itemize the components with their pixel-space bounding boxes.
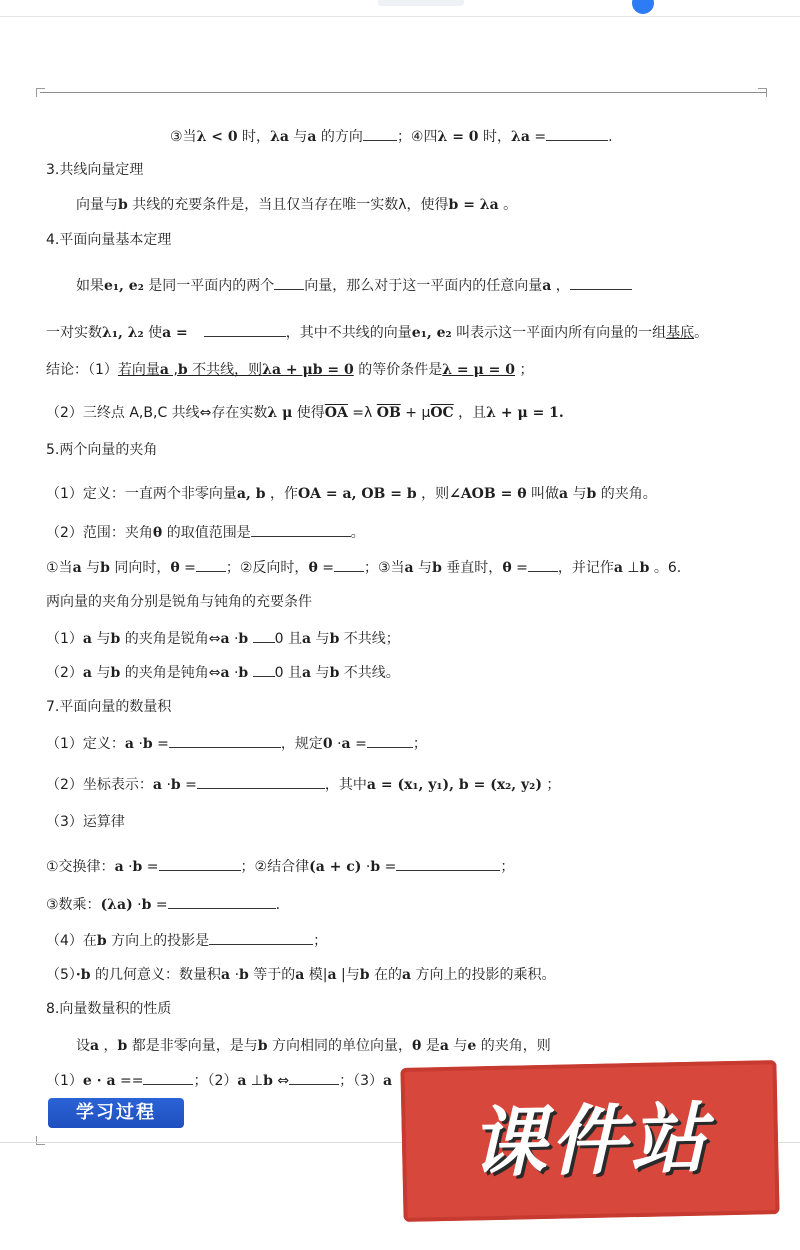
text-line [46, 894, 280, 915]
text: == [115, 1073, 144, 1089]
math: b [432, 560, 442, 576]
watermark-stamp [400, 1060, 779, 1222]
answer-blank[interactable] [204, 322, 286, 337]
math: b [639, 560, 650, 576]
math: a [404, 560, 414, 576]
text: = [511, 560, 528, 576]
text: 在的 [369, 967, 403, 983]
math: a [220, 665, 230, 681]
text: 4.平面向量基本定理 [46, 232, 172, 248]
text: = [529, 129, 547, 145]
text: 不共线； [339, 631, 400, 647]
text: 的几何意义：数量积 [90, 967, 222, 983]
text: , [169, 362, 178, 378]
math: θ [170, 560, 180, 576]
text: （5） [46, 967, 76, 983]
text: ，规定 [280, 736, 323, 752]
vector: $\overline{OA}$ [324, 405, 348, 421]
section-heading [46, 697, 171, 717]
math: λ + μ = 1. [486, 405, 564, 421]
text: （1） [46, 1073, 83, 1089]
math: a = [162, 325, 188, 341]
text: 8.向量数量积的性质 [46, 1001, 172, 1017]
math: a [72, 560, 82, 576]
math: b [238, 631, 249, 647]
section-heading [46, 230, 171, 250]
text-line [170, 126, 613, 147]
text-line [46, 522, 365, 543]
text-line [46, 360, 533, 380]
text: ①交换律： [46, 859, 115, 875]
answer-blank[interactable] [197, 774, 325, 789]
answer-blank[interactable] [570, 275, 632, 290]
math: a [82, 665, 92, 681]
text: （2）三终点 A,B,C 共线⇔存在实数 [46, 405, 268, 421]
answer-blank[interactable] [196, 557, 226, 572]
text: 垂直时， [441, 560, 503, 576]
text: ③数乘： [46, 897, 101, 913]
text: = [380, 859, 397, 875]
text: = [151, 897, 168, 913]
math: b [257, 1038, 268, 1054]
text: 是同一平面内的两个 [143, 278, 275, 294]
math: e [467, 1038, 477, 1054]
text: 与 [568, 486, 587, 502]
text: · [162, 777, 171, 793]
text: 的夹角是锐角⇔ [120, 631, 221, 647]
text: （3）运算律 [46, 814, 125, 830]
math: a [221, 967, 231, 983]
answer-blank[interactable] [253, 628, 275, 643]
text: 不共线。 [339, 665, 400, 681]
text: 与 [92, 631, 111, 647]
text: （2） [46, 665, 83, 681]
text: ；（2） [193, 1073, 238, 1089]
math: a [613, 560, 623, 576]
text: 如果 [76, 278, 104, 294]
text: 与 [288, 129, 308, 145]
text: ，其中 [324, 777, 367, 793]
math: b [110, 665, 121, 681]
text-line [46, 557, 681, 578]
math: a, b [236, 486, 266, 502]
text: ； [500, 859, 515, 875]
text: · [229, 631, 239, 647]
math: θ [502, 560, 512, 576]
math: b [118, 197, 128, 213]
text-line [46, 930, 327, 951]
text: 的等价条件是 [353, 362, 443, 378]
section-badge: 学习过程 [48, 1098, 184, 1128]
math: e · a [82, 1073, 116, 1089]
text: = [179, 560, 196, 576]
text-line [46, 965, 556, 985]
text: 0 且 [274, 631, 303, 647]
math: b = λa [448, 197, 499, 213]
section-heading [46, 440, 157, 460]
math: b [142, 736, 153, 752]
vector: $\overline{OB}$ [376, 405, 401, 421]
math: λ = μ = 0 [442, 362, 515, 378]
text: 与 [311, 665, 330, 681]
math: b [177, 362, 188, 378]
math: b [370, 859, 381, 875]
text: 不共线，则 [187, 362, 263, 378]
math: a [90, 1038, 100, 1054]
text: · [134, 736, 143, 752]
text: 设 [76, 1038, 90, 1054]
text-line [46, 856, 514, 877]
text: . [275, 897, 281, 913]
math: λ = 0 [437, 129, 479, 145]
text: 7.平面向量的数量积 [46, 699, 172, 715]
math: b [110, 631, 121, 647]
math: θ [152, 525, 163, 541]
math: e₁, e₂ [411, 325, 452, 341]
text: 结论：（1） [46, 362, 118, 378]
text: 共线的充要条件是，当且仅当存在唯一实数λ，使得 [127, 197, 449, 213]
answer-blank[interactable] [274, 275, 304, 290]
text: 0 且 [274, 665, 303, 681]
answer-blank[interactable] [251, 522, 351, 537]
text: 3.共线向量定理 [46, 162, 144, 178]
app-top-bar [0, 0, 800, 17]
math: ·b [75, 967, 91, 983]
text: 使得 [292, 405, 325, 421]
text: 方向上的投影的乘积。 [411, 967, 556, 983]
text: 与 [448, 1038, 468, 1054]
text: （2）坐标表示： [46, 777, 153, 793]
page-corner-mark [36, 1136, 45, 1145]
text: ⊥ [622, 560, 640, 576]
text: · [361, 859, 371, 875]
math: a [220, 631, 230, 647]
math: a [124, 736, 134, 752]
math: λa [511, 129, 530, 145]
text: ；②反向时， [225, 560, 309, 576]
math: λa [270, 129, 289, 145]
answer-blank[interactable] [143, 1070, 193, 1085]
text: 时， [478, 129, 511, 145]
text: 叫做 [526, 486, 559, 502]
text: ； [412, 736, 427, 752]
math: a [327, 967, 337, 983]
text: 叫表示这一平面内所有向量的一组 [451, 325, 667, 341]
text: 的夹角是钝角⇔ [120, 665, 221, 681]
math: ∠AOB = θ [449, 486, 527, 502]
math: θ [412, 1038, 422, 1054]
math: a [307, 129, 317, 145]
math: a [439, 1038, 449, 1054]
math: b [359, 967, 370, 983]
math: a [295, 967, 305, 983]
math: (λa) [100, 897, 133, 913]
math: θ [308, 560, 318, 576]
text: 5.两个向量的夹角 [46, 442, 158, 458]
text: 的夹角，则 [476, 1038, 551, 1054]
text: · [123, 859, 133, 875]
math: b [132, 859, 143, 875]
text: 模| [304, 967, 328, 983]
text: = [317, 560, 334, 576]
text: ， [99, 1038, 118, 1054]
math: a [542, 278, 552, 294]
text: ，作 [265, 486, 298, 502]
math: OA = a, OB = b [297, 486, 417, 502]
answer-blank[interactable] [168, 894, 276, 909]
text-line [46, 812, 125, 832]
text-line [76, 1036, 551, 1056]
text: ⊥ [246, 1073, 264, 1089]
text: ， [551, 278, 570, 294]
text-line [46, 662, 400, 683]
answer-blank[interactable] [528, 557, 558, 572]
text: = [180, 777, 197, 793]
answer-blank[interactable] [367, 733, 413, 748]
text: · [332, 736, 342, 752]
text: ，则 [416, 486, 450, 502]
text: ；（3） [339, 1073, 384, 1089]
math: a [152, 777, 162, 793]
answer-blank[interactable] [363, 126, 397, 141]
text: 与 [92, 665, 111, 681]
math: b [239, 967, 249, 983]
answer-blank[interactable] [209, 930, 313, 945]
section-heading [46, 160, 143, 180]
text: ；③当 [363, 560, 405, 576]
math: a [237, 1073, 247, 1089]
text-line [46, 403, 564, 423]
text: 时， [237, 129, 271, 145]
text: 是 [421, 1038, 440, 1054]
answer-blank[interactable] [334, 557, 364, 572]
text-line [46, 592, 312, 612]
text: . [608, 129, 613, 145]
text: 等于的 [248, 967, 296, 983]
text: = [152, 736, 169, 752]
math: a [82, 631, 92, 647]
math: b [96, 933, 107, 949]
text: 两向量的夹角分别是锐角与钝角的充要条件 [46, 594, 312, 610]
section-heading [46, 999, 171, 1019]
text: 。 [350, 525, 365, 541]
math: b [263, 1073, 273, 1089]
text: |与 [336, 967, 360, 983]
text: 使 [143, 325, 163, 341]
text: 与 [413, 560, 433, 576]
text: 向量与 [76, 197, 118, 213]
text: （2）范围：夹角 [46, 525, 153, 541]
text: · [229, 665, 239, 681]
page-corner-mark [36, 88, 45, 97]
math: a [558, 486, 569, 502]
text: ，并记作 [557, 560, 614, 576]
math: λ₁, λ₂ [102, 325, 144, 341]
text: ，且 [453, 405, 487, 421]
text: 的夹角。 [596, 486, 657, 502]
math: λ μ [267, 405, 293, 421]
tab-stub[interactable] [378, 0, 464, 6]
math: b [117, 1038, 128, 1054]
text-line [46, 322, 708, 343]
text: 的取值范围是 [162, 525, 251, 541]
text: 同向时， [109, 560, 171, 576]
text: 与 [81, 560, 101, 576]
text: （1）定义： [46, 736, 125, 752]
text-line [76, 275, 632, 296]
math: b [100, 560, 110, 576]
page-corner-mark [758, 88, 767, 97]
answer-blank[interactable] [289, 1070, 339, 1085]
math: a [383, 1073, 393, 1089]
avatar[interactable] [632, 0, 654, 14]
math: b [329, 665, 340, 681]
math: a = (x₁, y₁), b = (x₂, y₂) [366, 777, 542, 793]
text: ，其中不共线的向量 [285, 325, 412, 341]
text: 向量，那么对于这一平面内的任意向量 [304, 278, 543, 294]
math: λa + μb = 0 [262, 362, 354, 378]
math: (a + c) [309, 859, 362, 875]
text: ； [313, 933, 328, 949]
text: · [132, 897, 142, 913]
math: b [586, 486, 597, 502]
math: a [114, 859, 124, 875]
text: 与 [311, 631, 330, 647]
text: 。 [694, 325, 709, 341]
text: 都是非零向量，是与 [127, 1038, 258, 1054]
page-header-rule [40, 92, 766, 93]
text: （4）在 [46, 933, 97, 949]
text-line [76, 195, 517, 215]
math: b [141, 897, 152, 913]
text: ；②结合律 [240, 859, 310, 875]
text: 。 [498, 197, 518, 213]
answer-blank[interactable] [169, 733, 281, 748]
text: 基底 [666, 325, 695, 341]
math: e₁, e₂ [104, 278, 144, 294]
text: 一对实数 [46, 325, 102, 341]
text-line [46, 628, 400, 649]
text: 。6. [649, 560, 682, 576]
text: （1） [46, 631, 83, 647]
math: λ < 0 [196, 129, 238, 145]
math: a [341, 736, 351, 752]
stamp-label: 课件站 [469, 1093, 711, 1188]
text: ③当 [170, 129, 197, 145]
answer-blank[interactable] [253, 662, 275, 677]
text: = [350, 736, 367, 752]
text: 若向量 [117, 362, 160, 378]
text-line [46, 1070, 392, 1091]
text-line [46, 484, 657, 504]
text: 的方向 [316, 129, 363, 145]
text: 方向相同的单位向量， [267, 1038, 413, 1054]
vector: $\overline{OC}$ [430, 405, 454, 421]
text: 方向上的投影是 [106, 933, 210, 949]
text: ①当 [46, 560, 73, 576]
text: ⇔ [272, 1073, 290, 1089]
text-line [46, 774, 560, 795]
math: a [402, 967, 412, 983]
math: b [238, 665, 249, 681]
text: · [230, 967, 240, 983]
math: a [302, 631, 312, 647]
text: ；④四 [396, 129, 438, 145]
text: ； [515, 362, 534, 378]
math: b [170, 777, 181, 793]
text: = [142, 859, 159, 875]
answer-blank[interactable] [396, 856, 500, 871]
text: （1）定义：一直两个非零向量 [46, 486, 237, 502]
text-line [46, 733, 427, 754]
answer-blank[interactable] [159, 856, 241, 871]
text: ； [541, 777, 561, 793]
math: b [329, 631, 340, 647]
answer-blank[interactable] [546, 126, 608, 141]
text: =λ [347, 405, 377, 421]
math: 0 [322, 736, 333, 752]
math: a [159, 362, 169, 378]
math: a [302, 665, 312, 681]
text: + μ [400, 405, 431, 421]
